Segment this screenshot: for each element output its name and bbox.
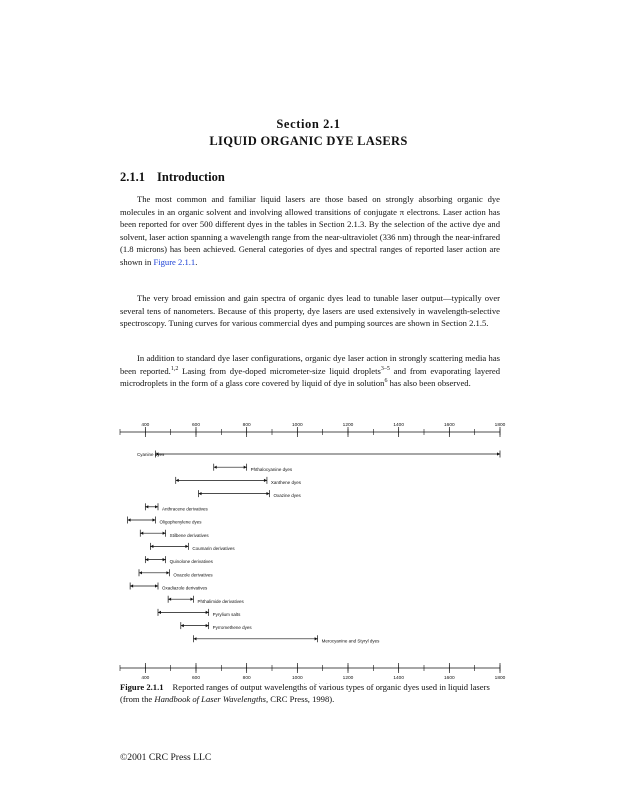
range-end-arrow: [155, 505, 158, 508]
range-label: Oxazine dyes: [273, 493, 301, 499]
range-start-arrow: [158, 611, 161, 614]
paragraph-1-text: The most common and familiar liquid lasers are those based on strongly absorbing organic dye molecules in an organic solvent and involving allowed transitions of conjugate π electrons. Laser action has been reported for over 500 different dyes in the tables in Section 2.1.3. By the selection of the active dye and solvent, laser action spanning a wavelength range from the near-ultraviolet (336 nm) through the near-infrared (1.8 microns) has been achieved. General categories of dyes and spectral ranges of reported laser action are shown in: [120, 194, 500, 267]
caption-label: Figure 2.1.1: [120, 682, 164, 692]
subsection-heading: [120, 170, 225, 185]
range-end-arrow: [315, 637, 318, 640]
range-label: Oxazole derivatives: [173, 572, 213, 578]
range-start-arrow: [150, 545, 153, 548]
wavelength-range-chart: [110, 418, 510, 684]
range-end-arrow: [206, 624, 209, 627]
range-label: Oxadiazole derivatives: [162, 585, 208, 591]
range-label: Quinolone derivatives: [169, 559, 213, 565]
bottom-tick-label: 800: [242, 676, 251, 681]
paragraph-2: The very broad emission and gain spectra of organic dyes lead to tunable laser output—typically over several tens of nanometers. Because of this property, dye lasers are used extensively in wavelength-selective spectroscopy. Tuning curves for various commercial dyes and pumping sources are shown in Section 2.1.5.: [120, 293, 500, 329]
range-label: Pyrromethene dyes: [212, 625, 252, 631]
range-label: Cyanine dyes: [137, 451, 165, 457]
range-start-arrow: [181, 624, 184, 627]
paragraph-1: [120, 193, 500, 269]
paragraph-1-end: .: [195, 256, 198, 267]
range-end-arrow: [163, 558, 166, 561]
section-title: LIQUID ORGANIC DYE LASERS: [209, 134, 408, 148]
range-start-arrow: [199, 492, 202, 495]
range-start-arrow: [145, 505, 148, 508]
paragraph-3-part2: Lasing from dye-doped micrometer-size liquid droplets: [178, 365, 381, 376]
bottom-tick-label: 1200: [342, 676, 354, 681]
range-end-arrow: [185, 545, 188, 548]
range-start-arrow: [214, 466, 217, 469]
section-number: Section 2.1: [276, 117, 341, 131]
range-start-arrow: [130, 584, 133, 587]
range-start-arrow: [145, 558, 148, 561]
range-end-arrow: [264, 479, 267, 482]
bottom-tick-label: 1400: [393, 676, 405, 681]
top-tick-label: 1200: [342, 423, 354, 428]
top-tick-label: 600: [191, 423, 201, 428]
top-tick-label: 400: [141, 423, 150, 428]
top-tick-label: 800: [242, 423, 251, 428]
range-label: Pyrylium salts: [212, 612, 241, 617]
subsection-title: Introduction: [157, 170, 225, 184]
range-label: Coumarin derivatives: [192, 546, 235, 551]
range-label: Anthracene derivatives: [162, 506, 208, 512]
bottom-tick-label: 400: [141, 676, 150, 681]
range-label: Oligophenylene dyes: [159, 519, 202, 525]
range-label: Phthalimide derivatives: [197, 598, 244, 604]
range-end-arrow: [190, 598, 193, 601]
range-end-arrow: [163, 532, 166, 535]
bottom-tick-label: 1800: [494, 676, 506, 681]
bottom-tick-label: 1600: [443, 676, 455, 681]
range-label: Stilbene derivatives: [169, 532, 209, 538]
caption-text-end: CRC Press, 1998).: [268, 693, 335, 704]
caption-text: Reported ranges of output wavelengths of various types of organic dyes used in liquid lasers (from the: [120, 682, 490, 704]
bottom-tick-label: 600: [191, 676, 201, 681]
reference-2: 3–5: [380, 365, 390, 372]
reference-3: 6: [384, 378, 388, 385]
range-end-arrow: [166, 571, 169, 574]
paragraph-3-part3: and from evaporating layered microdroplets in the form of a glass core covered by liquid of dye in solution: [120, 365, 501, 389]
paragraph-3: [120, 352, 500, 390]
range-start-arrow: [193, 637, 196, 640]
figure-caption: [120, 682, 500, 705]
top-tick-label: 1000: [291, 423, 303, 428]
copyright-footer: ©2001 CRC Press LLC: [120, 752, 212, 763]
subsection-number: 2.1.1: [120, 170, 145, 184]
paragraph-3-part1: In addition to standard dye laser configurations, organic dye laser action in strongly scattering media has been reported.: [120, 353, 500, 376]
range-end-arrow: [152, 518, 155, 521]
top-tick-label: 1800: [494, 423, 506, 428]
range-start-arrow: [168, 598, 171, 601]
range-start-arrow: [128, 518, 131, 521]
range-end-arrow: [497, 452, 500, 455]
range-end-arrow: [206, 611, 209, 614]
range-start-arrow: [176, 479, 179, 482]
range-end-arrow: [266, 492, 269, 495]
range-label: Merocyanine and Styryl dyes: [321, 638, 380, 644]
range-label: Xanthene dyes: [270, 480, 301, 485]
reference-1: 1,2: [170, 365, 179, 372]
figure-link[interactable]: Figure 2.1.1: [153, 256, 196, 267]
range-label: Phthalocyanine dyes: [250, 466, 293, 472]
caption-book-title: Handbook of Laser Wavelengths,: [154, 693, 269, 704]
top-tick-label: 1400: [393, 423, 405, 428]
range-start-arrow: [140, 532, 143, 535]
paragraph-3-part4: has also been observed.: [387, 378, 471, 389]
range-end-arrow: [244, 466, 247, 469]
bottom-tick-label: 1000: [291, 676, 303, 681]
range-end-arrow: [155, 584, 158, 587]
range-start-arrow: [139, 571, 142, 574]
top-tick-label: 1600: [443, 423, 455, 428]
